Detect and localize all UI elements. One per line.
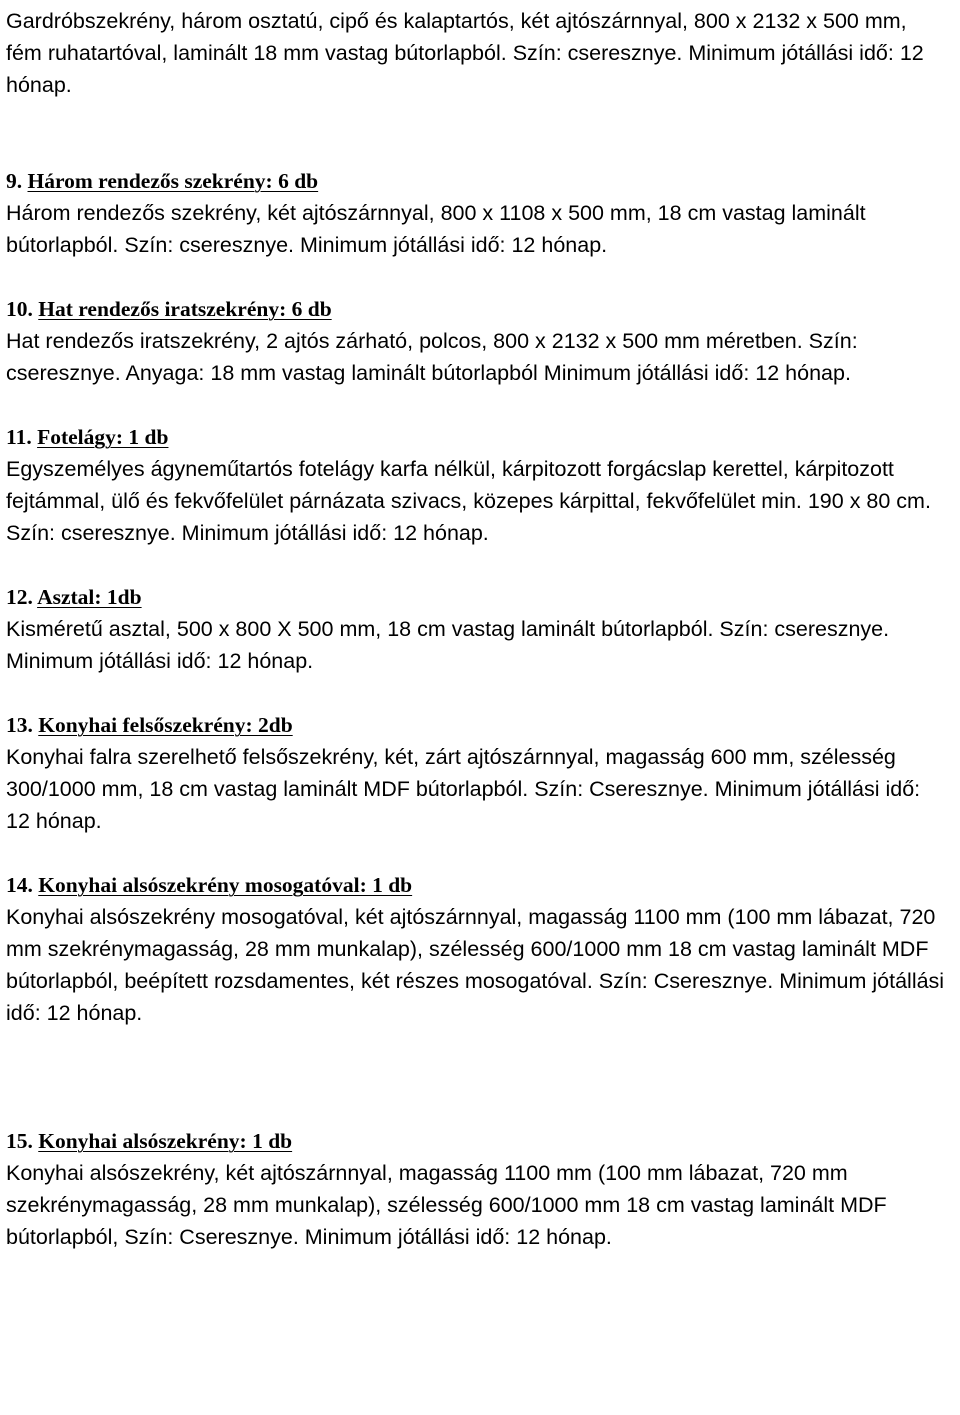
list-item-11 [6, 421, 946, 549]
item-description: Egyszemélyes ágyneműtartós fotelágy karfa nélkül, kárpitozott forgácslap kerettel, kárpitozott fejtámmal, ülő és fekvőfelület párnázata szivacs, közepes kárpittal, fekvőfelület min. 190 x 80 cm. Szín: cseresznye. Minimum jótállási idő: 12 hónap. [6, 457, 931, 545]
list-item-10 [6, 293, 946, 389]
item-heading [6, 869, 946, 901]
item-description: Három rendezős szekrény, két ajtószárnnyal, 800 x 1108 x 500 mm, 18 cm vastag laminált bútorlapból. Szín: cseresznye. Minimum jótállási idő: 12 hónap. [6, 201, 866, 257]
item-title: Fotelágy: 1 db [37, 425, 169, 449]
item-heading [6, 293, 946, 325]
intro-paragraph: Gardróbszekrény, három osztatú, cipő és kalaptartós, két ajtószárnnyal, 800 x 2132 x 500 mm, fém ruhatartóval, laminált 18 mm vastag bútorlapból. Szín: cseresznye. Minimum jótállási idő: 12 hónap. [6, 9, 924, 97]
list-item-9 [6, 165, 946, 261]
item-title: Konyhai felsőszekrény: 2db [38, 713, 293, 737]
item-number: 9. [6, 169, 23, 193]
list-item-13 [6, 709, 946, 837]
item-description: Konyhai falra szerelhető felsőszekrény, két, zárt ajtószárnnyal, magasság 600 mm, szélesség 300/1000 mm, 18 cm vastag laminált MDF bútorlapból. Szín: Cseresznye. Minimum jótállási idő: 12 hónap. [6, 745, 921, 833]
item-description: Konyhai alsószekrény, két ajtószárnnyal, magasság 1100 mm (100 mm lábazat, 720 mm szekrénymagasság, 28 mm munkalap), szélesség 600/1000 mm 18 cm vastag laminált MDF bútorlapból, Szín: Cseresznye. Minimum jótállási idő: 12 hónap. [6, 1161, 887, 1249]
item-number: 12. [6, 585, 33, 609]
item-number: 15. [6, 1129, 33, 1153]
list-item-15 [6, 1125, 946, 1253]
item-number: 11. [6, 425, 32, 449]
item-heading [6, 421, 946, 453]
item-title: Asztal: 1db [37, 585, 142, 609]
item-title: Konyhai alsószekrény: 1 db [38, 1129, 293, 1153]
item-description: Kisméretű asztal, 500 x 800 X 500 mm, 18 cm vastag laminált bútorlapból. Szín: cseresznye. Minimum jótállási idő: 12 hónap. [6, 617, 890, 673]
item-heading [6, 165, 946, 197]
item-number: 13. [6, 713, 33, 737]
item-heading [6, 1125, 946, 1157]
list-item-14 [6, 869, 946, 1029]
item-title: Konyhai alsószekrény mosogatóval: 1 db [38, 873, 413, 897]
document-page [6, 0, 946, 1253]
item-title: Három rendezős szekrény: 6 db [27, 169, 319, 193]
item-heading [6, 709, 946, 741]
list-item-12 [6, 581, 946, 677]
item-description: Hat rendezős iratszekrény, 2 ajtós zárható, polcos, 800 x 2132 x 500 mm méretben. Szín: cseresznye. Anyaga: 18 mm vastag laminált bútorlapból Minimum jótállási idő: 12 hónap. [6, 329, 858, 385]
item-description: Konyhai alsószekrény mosogatóval, két ajtószárnnyal, magasság 1100 mm (100 mm lábazat, 720 mm szekrénymagasság, 28 mm munkalap), szélesség 600/1000 mm 18 cm vastag laminált MDF bútorlapból, beépített rozsdamentes, két részes mosogatóval. Szín: Cseresznye. Minimum jótállási idő: 12 hónap. [6, 905, 945, 1025]
item-title: Hat rendezős iratszekrény: 6 db [38, 297, 332, 321]
item-heading [6, 581, 946, 613]
item-number: 14. [6, 873, 33, 897]
item-number: 10. [6, 297, 33, 321]
